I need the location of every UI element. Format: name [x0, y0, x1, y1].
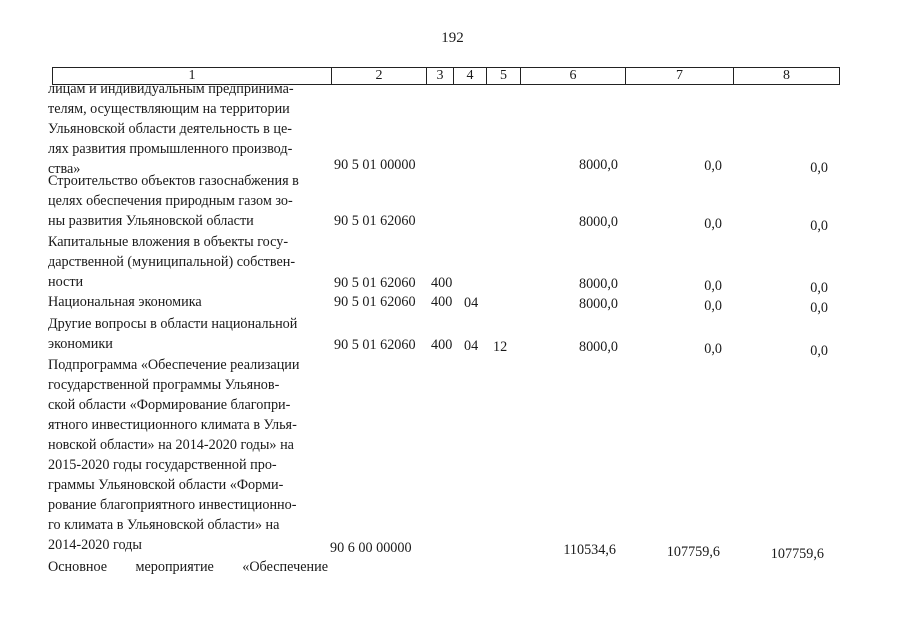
description-line: ства» [48, 161, 81, 177]
description-line: Другие вопросы в области национальной [48, 316, 298, 332]
value-2020: 8000,0 [578, 296, 618, 312]
header-col-8: 8 [733, 68, 839, 84]
expense-type-cell: 400 [431, 294, 453, 310]
code-cell: 90 5 01 62060 [334, 294, 416, 310]
row-description [48, 79, 328, 179]
page-number: 192 [441, 30, 464, 46]
value-2020: 8000,0 [578, 157, 618, 173]
code-cell: 90 6 00 00000 [330, 540, 412, 556]
code-cell: 90 5 01 00000 [334, 157, 416, 173]
description-line: телям, осуществляющим на территории [48, 101, 290, 117]
section-cell: 04 [464, 338, 479, 354]
description-line: целях обеспечения природным газом зо- [48, 193, 293, 209]
description-line: новской области» на 2014-2020 годы» на [48, 437, 294, 453]
value-2022: 0,0 [810, 280, 828, 296]
subsection-cell: 12 [493, 339, 508, 355]
description-line: дарственной (муниципальной) собствен- [48, 254, 296, 270]
row-description [48, 314, 328, 354]
description-line: го климата в Ульяновской области» на [48, 517, 280, 533]
value-2022: 107759,6 [770, 546, 824, 562]
description-line: рование благоприятного инвестиционно- [48, 497, 297, 513]
value-2022: 0,0 [810, 160, 828, 176]
description-line: 2015-2020 годы государственной про- [48, 457, 277, 473]
value-2020: 110534,6 [563, 542, 616, 558]
description-line: Основное мероприятие «Обеспечение [48, 559, 328, 575]
header-col-7: 7 [625, 68, 733, 84]
header-col-6: 6 [520, 68, 625, 84]
description-line: ской области «Формирование благопри- [48, 397, 291, 413]
value-2021: 0,0 [704, 278, 722, 294]
expense-type-cell: 400 [431, 337, 453, 353]
value-2020: 8000,0 [578, 276, 618, 292]
header-col-3: 3 [426, 68, 453, 84]
description-line: ны развития Ульяновской области [48, 213, 254, 229]
value-2021: 107759,6 [666, 544, 720, 560]
value-2022: 0,0 [810, 218, 828, 234]
row-description [48, 355, 328, 555]
value-2021: 0,0 [704, 341, 722, 357]
description-line: государственной программы Ульянов- [48, 377, 280, 393]
description-line: ятного инвестиционного климата в Улья- [48, 417, 297, 433]
header-col-2: 2 [331, 68, 426, 84]
description-line: Капитальные вложения в объекты госу- [48, 234, 289, 250]
description-line: ности [48, 274, 84, 290]
row-description [48, 557, 328, 577]
value-2022: 0,0 [810, 343, 828, 359]
description-line: Строительство объектов газоснабжения в [48, 173, 299, 189]
description-line: лях развития промышленного производ- [48, 141, 293, 157]
value-2022: 0,0 [810, 300, 828, 316]
row-description [48, 292, 328, 312]
value-2021: 0,0 [704, 298, 722, 314]
value-2020: 8000,0 [578, 214, 618, 230]
code-cell: 90 5 01 62060 [334, 275, 416, 291]
value-2021: 0,0 [704, 158, 722, 174]
header-col-4: 4 [453, 68, 486, 84]
header-col-1: 1 [188, 68, 196, 83]
description-line: Подпрограмма «Обеспечение реализации [48, 357, 300, 373]
code-cell: 90 5 01 62060 [334, 337, 416, 353]
description-line: экономики [48, 336, 113, 352]
description-line: граммы Ульяновской области «Форми- [48, 477, 284, 493]
expense-type-cell: 400 [431, 275, 453, 291]
description-line: Ульяновской области деятельность в це- [48, 121, 292, 137]
row-description [48, 171, 328, 231]
header-col-5: 5 [486, 68, 520, 84]
description-line: Национальная экономика [48, 294, 202, 310]
section-cell: 04 [464, 295, 479, 311]
value-2021: 0,0 [704, 216, 722, 232]
description-line: 2014-2020 годы [48, 537, 142, 553]
row-description [48, 232, 328, 292]
code-cell: 90 5 01 62060 [334, 213, 416, 229]
value-2020: 8000,0 [578, 339, 618, 355]
description-line: лицам и индивидуальным предпринима- [48, 81, 294, 97]
